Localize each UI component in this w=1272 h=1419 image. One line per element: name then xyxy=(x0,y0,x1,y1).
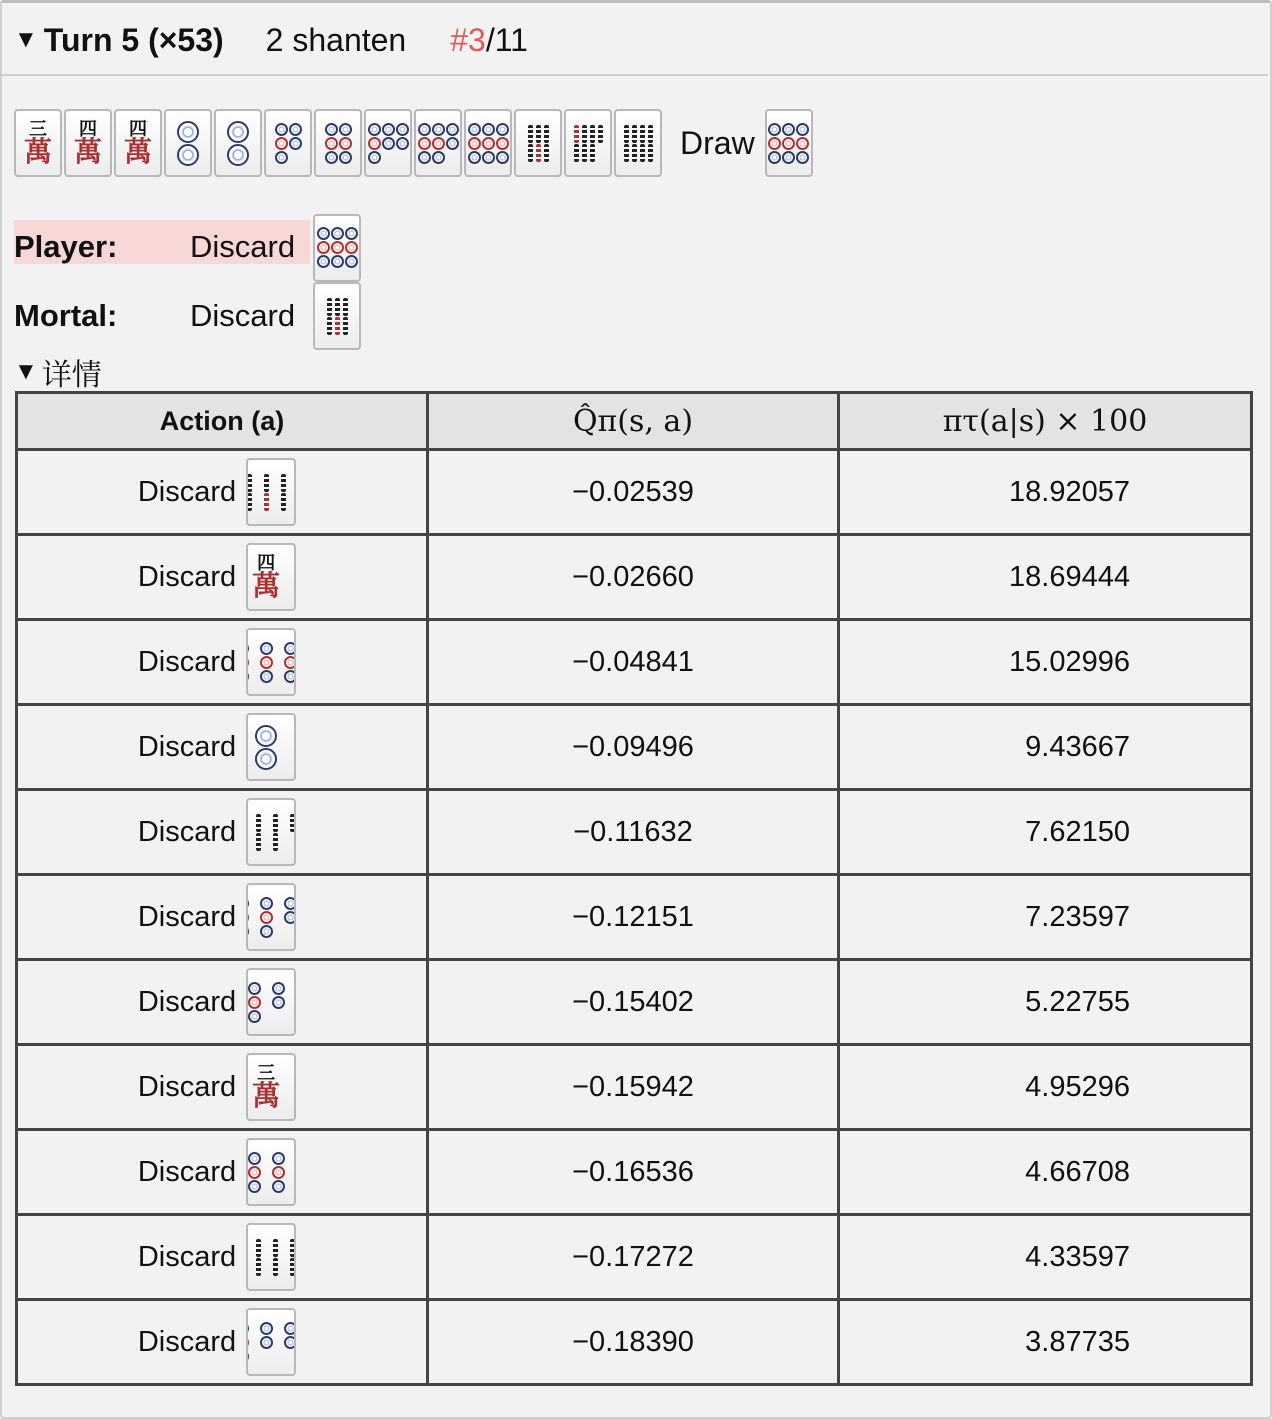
collapse-triangle-icon[interactable]: ▼ xyxy=(14,26,38,53)
tile-9p-icon xyxy=(464,109,512,177)
col-header-q: Q̂π(s, a) xyxy=(428,393,839,450)
action-label: Discard xyxy=(137,900,237,933)
table-row xyxy=(17,1215,1252,1300)
tile-5p-icon xyxy=(246,968,296,1036)
table-row xyxy=(17,1130,1252,1215)
action-cell xyxy=(17,1215,428,1300)
action-label: Discard xyxy=(137,985,237,1018)
mortal-action: Discard xyxy=(190,298,296,333)
policy-value: 9.43667 xyxy=(839,705,1252,790)
action-cell xyxy=(17,1045,428,1130)
policy-value: 4.66708 xyxy=(839,1130,1252,1215)
action-label: Discard xyxy=(137,475,237,508)
tile-4m-icon: 四 萬 xyxy=(114,109,162,177)
action-cell xyxy=(17,450,428,535)
action-cell xyxy=(17,535,428,620)
tile-3m-icon: 三 萬 xyxy=(246,1053,296,1121)
col-header-pi: πτ(a|s) × 100 xyxy=(839,393,1252,450)
table-row xyxy=(17,450,1252,535)
policy-value: 3.87735 xyxy=(839,1300,1252,1385)
table-row xyxy=(17,1300,1252,1385)
details-label[interactable]: 详情 xyxy=(41,359,102,392)
tile-6s-icon xyxy=(246,458,296,526)
mortal-decision xyxy=(14,282,363,350)
tile-7p-icon xyxy=(246,1308,296,1376)
rank-total: /11 xyxy=(485,21,528,58)
table-row xyxy=(17,705,1252,790)
tile-6s-icon xyxy=(313,282,361,350)
action-label: Discard xyxy=(137,730,237,763)
q-value: −0.15942 xyxy=(428,1045,839,1130)
action-label: Discard xyxy=(137,1070,237,1103)
header-divider xyxy=(0,74,1268,76)
action-cell xyxy=(17,790,428,875)
table-row xyxy=(17,790,1252,875)
tile-5p-icon xyxy=(264,109,312,177)
action-label: Discard xyxy=(137,560,237,593)
q-value: −0.12151 xyxy=(428,875,839,960)
policy-value: 4.95296 xyxy=(839,1045,1252,1130)
table-row xyxy=(17,620,1252,705)
player-action: Discard xyxy=(190,228,296,264)
action-cell xyxy=(17,705,428,790)
tile-4m-icon: 四 萬 xyxy=(64,109,112,177)
policy-value: 5.22755 xyxy=(839,960,1252,1045)
q-value: −0.18390 xyxy=(428,1300,839,1385)
action-cell xyxy=(17,620,428,705)
tile-8s-icon xyxy=(614,109,662,177)
q-value: −0.17272 xyxy=(428,1215,839,1300)
turn-header[interactable] xyxy=(14,20,528,60)
hand-tiles xyxy=(14,109,815,177)
action-cell xyxy=(17,1300,428,1385)
tile-7s-icon xyxy=(246,798,296,866)
tile-4m-icon: 四 萬 xyxy=(246,543,296,611)
rank-badge: #3 xyxy=(450,21,486,58)
action-cell xyxy=(17,875,428,960)
action-label: Discard xyxy=(137,1240,237,1273)
table-row xyxy=(17,535,1252,620)
tile-9p-icon xyxy=(313,214,361,282)
shanten-count: 2 shanten xyxy=(265,21,407,58)
player-label: Player: xyxy=(14,228,118,264)
policy-value: 7.23597 xyxy=(839,875,1252,960)
q-value: −0.11632 xyxy=(428,790,839,875)
q-value: −0.04841 xyxy=(428,620,839,705)
table-row xyxy=(17,875,1252,960)
action-cell xyxy=(17,1130,428,1215)
q-value: −0.15402 xyxy=(428,960,839,1045)
turn-title: Turn 5 (×53) xyxy=(43,21,224,58)
tile-2p-icon xyxy=(214,109,262,177)
tile-3m-icon: 三 萬 xyxy=(14,109,62,177)
tile-6p-icon xyxy=(246,1138,296,1206)
details-triangle-icon[interactable]: ▼ xyxy=(14,358,38,385)
tile-9p-icon xyxy=(765,109,813,177)
policy-value: 18.92057 xyxy=(839,450,1252,535)
action-cell xyxy=(17,960,428,1045)
action-label: Discard xyxy=(137,815,237,848)
action-value-table xyxy=(15,391,1253,1386)
q-value: −0.16536 xyxy=(428,1130,839,1215)
tile-8s-icon xyxy=(246,1223,296,1291)
mortal-label: Mortal: xyxy=(14,298,118,333)
table-row xyxy=(17,1045,1252,1130)
action-label: Discard xyxy=(137,1155,237,1188)
tile-6p-icon xyxy=(314,109,362,177)
tile-2p-icon xyxy=(164,109,212,177)
q-value: −0.02660 xyxy=(428,535,839,620)
tile-7s-icon xyxy=(564,109,612,177)
action-label: Discard xyxy=(137,645,237,678)
q-value: −0.09496 xyxy=(428,705,839,790)
tile-8p-icon xyxy=(414,109,462,177)
table-row xyxy=(17,960,1252,1045)
col-header-action: Action (a) xyxy=(17,393,428,450)
tile-2p-icon xyxy=(246,713,296,781)
policy-value: 4.33597 xyxy=(839,1215,1252,1300)
q-value: −0.02539 xyxy=(428,450,839,535)
tile-7p-icon xyxy=(364,109,412,177)
policy-value: 7.62150 xyxy=(839,790,1252,875)
action-label: Discard xyxy=(137,1325,237,1358)
policy-value: 15.02996 xyxy=(839,620,1252,705)
tile-9p-icon xyxy=(246,628,296,696)
tile-8p-icon xyxy=(246,883,296,951)
policy-value: 18.69444 xyxy=(839,535,1252,620)
player-decision xyxy=(14,212,363,282)
tile-6s-icon xyxy=(514,109,562,177)
details-toggle[interactable] xyxy=(14,350,102,394)
draw-label: Draw xyxy=(680,124,755,161)
